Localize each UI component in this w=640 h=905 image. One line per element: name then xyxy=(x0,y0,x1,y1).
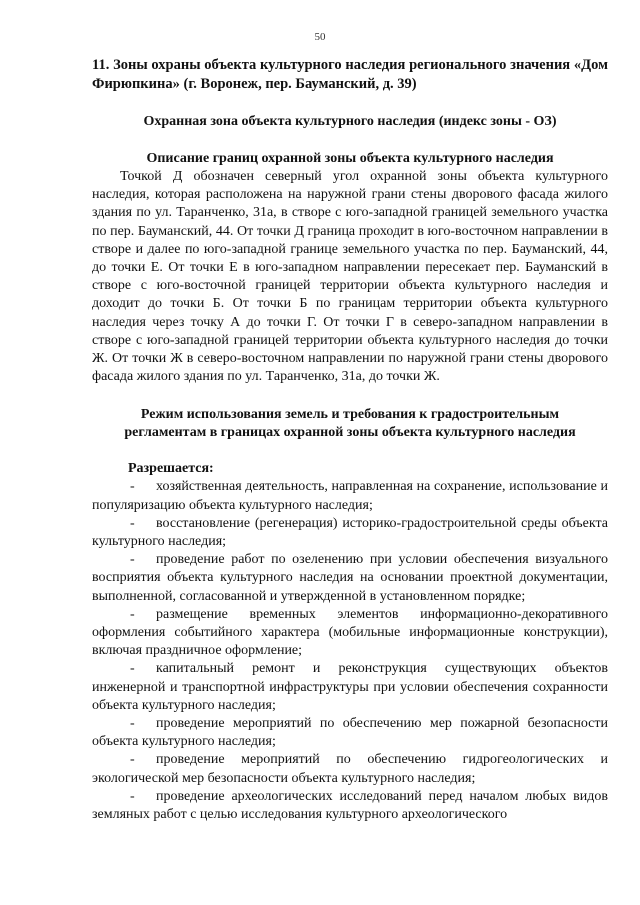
zone-title: Охранная зона объекта культурного наследия (индекс зоны - ОЗ) xyxy=(143,114,557,129)
regime-title-line2: регламентам в границах охранной зоны объекта культурного наследия xyxy=(124,425,576,441)
list-item xyxy=(92,551,608,606)
list-item xyxy=(92,751,608,787)
list-item xyxy=(92,715,608,751)
allowed-list xyxy=(92,478,608,824)
list-item-text: капитальный ремонт и реконструкция существующих объектов инженерной и транспортной инфраструктуры при условии обеспечения сохранности объекта культурного наследия; xyxy=(92,661,608,713)
list-item-text: проведение археологических исследований перед началом любых видов земляных работ с целью исследования культурного археологического xyxy=(92,788,608,823)
list-dash: - xyxy=(130,752,135,768)
list-dash: - xyxy=(130,606,135,622)
list-dash: - xyxy=(130,788,135,804)
list-dash: - xyxy=(130,661,135,677)
list-item-text: восстановление (регенерация) историко-градостроительной среды объекта культурного наследия; xyxy=(92,515,608,550)
list-item-text: хозяйственная деятельность, направленная на сохранение, использование и популяризацию объекта культурного наследия; xyxy=(92,479,608,513)
list-dash: - xyxy=(130,552,135,568)
regime-title-line1: Режим использования земель и требования к градостроительным xyxy=(140,407,560,423)
boundary-title: Описание границ охранной зоны объекта культурного наследия xyxy=(146,151,554,166)
list-item xyxy=(92,515,608,551)
list-dash: - xyxy=(130,716,135,732)
list-dash: - xyxy=(130,479,135,495)
list-item-text: проведение мероприятий по обеспечению мер пожарной безопасности объекта культурного наследия; xyxy=(92,716,608,750)
list-item-text: размещение временных элементов информационно-декоративного оформления событийного характера (мобильные информационные конструкции), включая праздничное оформление; xyxy=(92,606,608,659)
document-body xyxy=(92,56,608,824)
regime-title xyxy=(92,406,608,442)
list-item xyxy=(92,788,608,824)
list-dash: - xyxy=(130,515,135,531)
list-item xyxy=(92,660,608,715)
list-item xyxy=(92,478,608,514)
boundary-text: Точкой Д обозначен северный угол охранной зоны объекта культурного наследия, которая расположена на наружной грани стены дворового фасада жилого здания по ул. Таранченко, 31а, в створе с юго-западной границей земельного участка по пер. Бауманский, 44. От точки Д граница проходит в юго-восточном направлении в створе и далее по юго-западной границе земельного участка по пер. Бауманский, 44, до точки Е. От точки Е в юго-западном направлении пересекает пер. Бауманский в створе с юго-восточной границей территории объекта культурного наследия и доходит до точки Б. От точки Б по границам территории объекта культурного наследия через точку А до точки Г. От точки Г в северо-западном направлении в створе с юго-западной границей территории объекта культурного наследия до точки Ж. От точки Ж в северо-восточном направлении по наружной грани стены дворового фасада жилого здания по ул. Таранченко, 31а, до точки Ж. xyxy=(92,169,608,385)
list-item-text: проведение мероприятий по обеспечению гидрогеологических и экологической мер безопасности объекта культурного наследия; xyxy=(92,752,608,786)
list-item xyxy=(92,606,608,661)
page-number: 50 xyxy=(314,31,326,43)
list-item-text: проведение работ по озеленению при условии обеспечения визуального восприятия объекта культурного наследия на основании проектной документации, выполненной, согласованной и утвержденной в установленном порядке; xyxy=(92,552,608,604)
allowed-label: Разрешается: xyxy=(128,461,214,477)
section-title: 11. Зоны охраны объекта культурного наследия регионального значения «Дом Фирюпкина» (г. Воронеж, пер. Бауманский, д. 39) xyxy=(92,57,608,92)
